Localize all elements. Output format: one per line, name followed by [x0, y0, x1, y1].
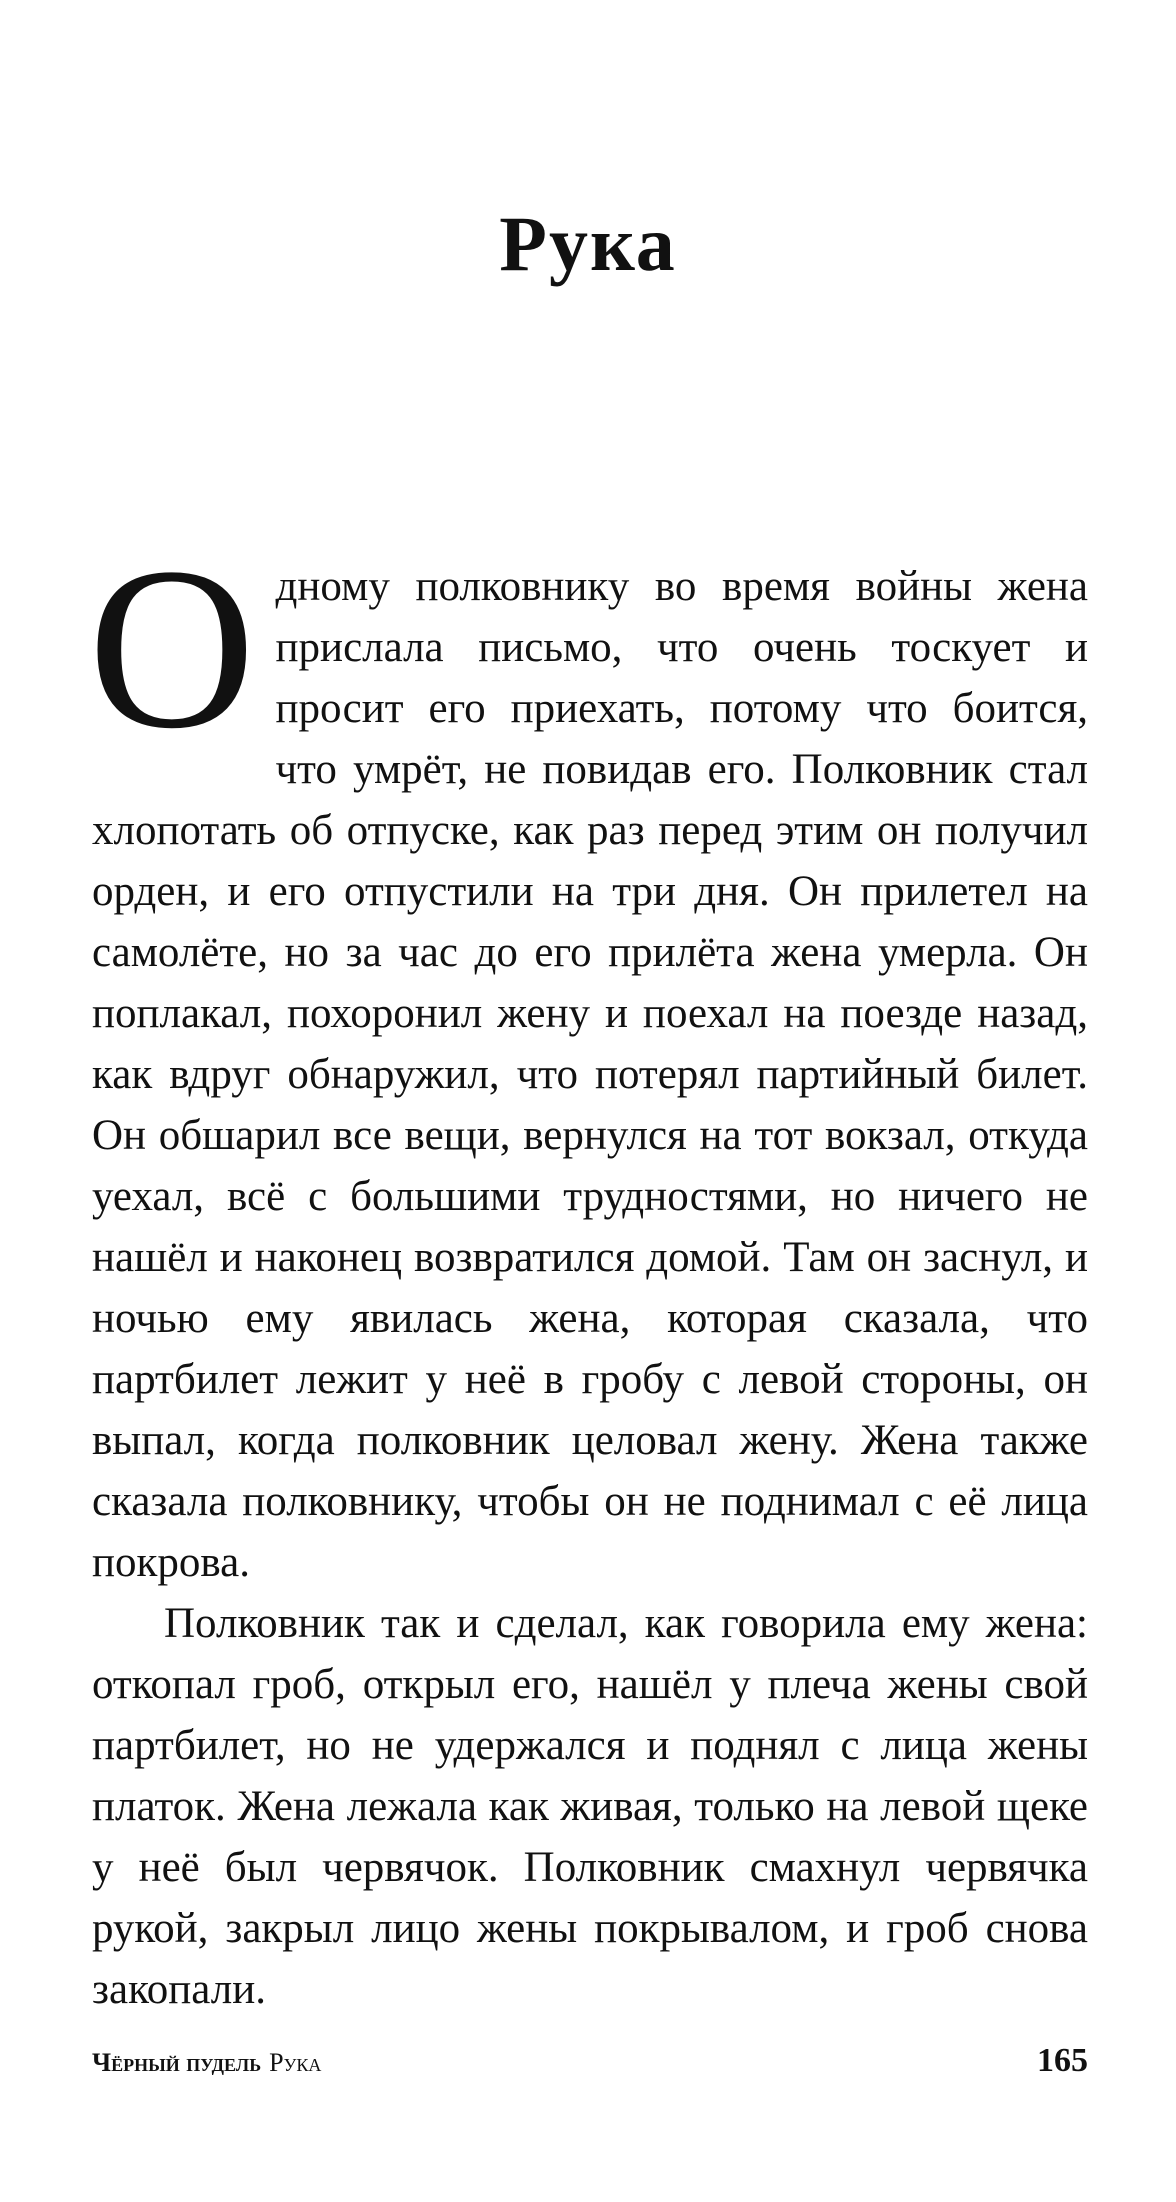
footer-chapter-title: Рука [269, 2048, 322, 2077]
page-number: 165 [1037, 2042, 1088, 2079]
drop-cap-letter: О [88, 520, 256, 777]
paragraph-2: Полковник так и сделал, как говорила ему жена: откопал гроб, открыл его, нашёл у плеча жены свой партбилет, но не удержался и поднял с лица жены платок. Жена лежала как живая, только на левой щеке у неё был червячок. Полковник смахнул червячка рукой, закрыл лицо жены покрывалом, и гроб снова закопали. [92, 1600, 1088, 2013]
footer-book-title: Чёрный пудель [92, 2048, 262, 2077]
paragraph-1 [88, 520, 1088, 1593]
paragraph-1-text: дному полковнику во время войны жена прислала письмо, что очень тоскует и просит его приехать, потому что боится, что умрёт, не повидав его. Полковник стал хлопотать об отпуске, как раз перед этим он получил орден, и его отпустили на три дня. Он прилетел на самолёте, но за час до его прилёта жена умерла. Он поплакал, похоронил жену и поехал на поезде назад, как вдруг обнаружил, что потерял партийный билет. Он обшарил все вещи, вернулся на тот вокзал, откуда уехал, всё с большими трудностями, но ничего не нашёл и наконец возвратился домой. Там он заснул, и ночью ему явилась жена, которая сказала, что партбилет лежит у неё в гробу с левой стороны, он выпал, когда полковник целовал жену. Жена также сказала полковнику, чтобы он не поднимал с её лица покрова. [92, 563, 1088, 1586]
page-footer [92, 2042, 1088, 2088]
chapter-title: Рука [499, 200, 677, 287]
story-text [88, 520, 1088, 2020]
running-footer [92, 2048, 321, 2078]
